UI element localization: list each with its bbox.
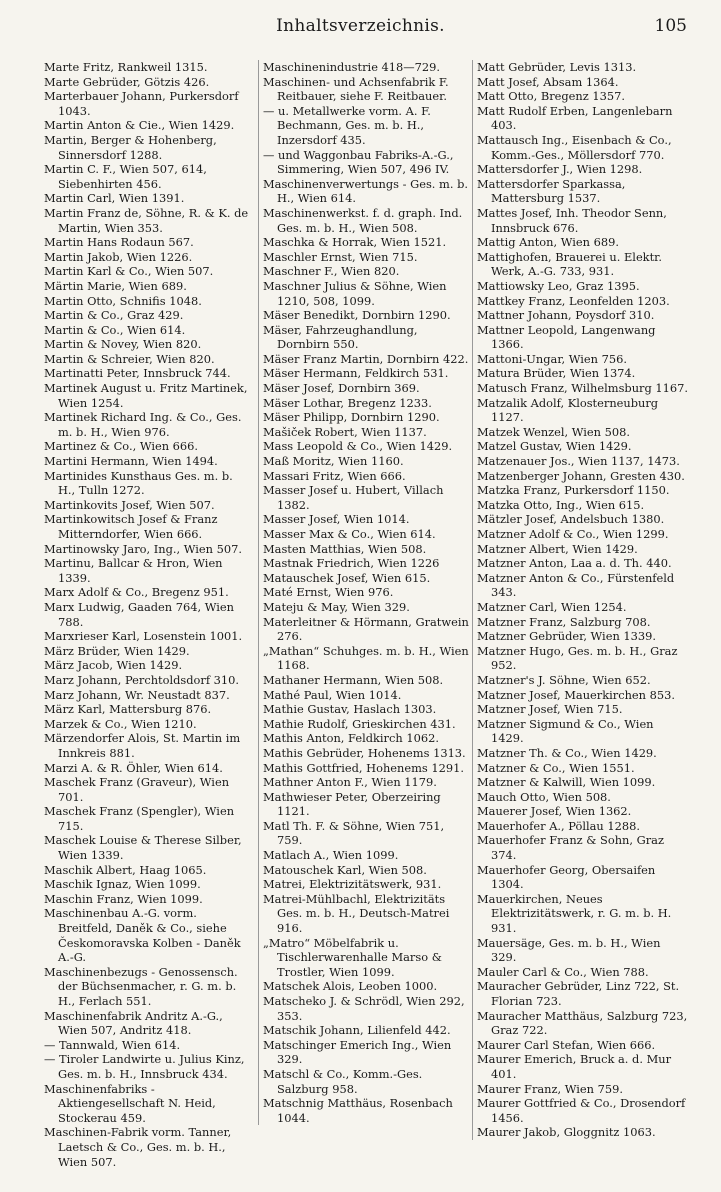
index-entry: Matzner Carl, Wien 1254.	[477, 599, 627, 614]
index-entry: Mäser Philipp, Dornbirn 1290.	[263, 410, 440, 425]
index-entry: Maschinenverwertungs - Ges. m. b. H., Wien 614.	[263, 176, 468, 206]
index-entry: Marx Ludwig, Gaaden 764, Wien 788.	[44, 599, 234, 629]
index-entry: Mass Leopold & Co., Wien 1429.	[263, 439, 453, 454]
index-entry: Masten Matthias, Wien 508.	[263, 541, 427, 556]
index-entry: — Tiroler Landwirte u. Julius Kinz, Ges. m. b. H., Innsbruck 434.	[44, 1052, 245, 1081]
index-entry: Matscheko J. & Schrödl, Wien 292, 353.	[263, 994, 465, 1023]
index-entry: Matt Otto, Bregenz 1357.	[477, 89, 625, 104]
index-entry: Mauracher Matthäus, Salzburg 723, Graz 722.	[477, 1008, 688, 1038]
index-entry: Matschnig Matthäus, Rosenbach 1044.	[263, 1096, 453, 1125]
index-entry: Mattes Josef, Inh. Theodor Senn, Innsbruck 676.	[477, 205, 667, 235]
index-entry: Matzner Th. & Co., Wien 1429.	[477, 745, 657, 760]
index-entry: Märtin Marie, Wien 689.	[44, 278, 187, 293]
index-entry: — und Waggonbau Fabriks-A.-G., Simmering, Wien 507, 496 IV.	[263, 147, 454, 177]
index-entry: Mastnak Friedrich, Wien 1226	[263, 556, 440, 571]
index-entry: Maschler Ernst, Wien 715.	[263, 249, 418, 264]
index-entry: Mauracher Gebrüder, Linz 722, St. Florian 723.	[477, 979, 680, 1008]
index-entry: Mauerhofer Georg, Obersaifen 1304.	[477, 862, 656, 892]
index-entry: Maschik Ignaz, Wien 1099.	[44, 877, 201, 892]
index-entry: Mauersäge, Ges. m. b. H., Wien 329.	[477, 935, 661, 965]
index-entry: Masser Josef, Wien 1014.	[263, 512, 410, 527]
index-entry: Matschinger Emerich Ing., Wien 329.	[263, 1037, 452, 1067]
index-entry: Mattersdorfer Sparkassa, Mattersburg 1537.	[477, 176, 626, 206]
index-entry: Maurer Carl Stefan, Wien 666.	[477, 1037, 656, 1052]
index-entry: Matzner Josef, Mauerkirchen 853.	[477, 687, 675, 702]
index-entry: Mätzler Josef, Andelsbuch 1380.	[477, 512, 665, 527]
index-entry: Matzner Hugo, Ges. m. b. H., Graz 952.	[477, 643, 678, 673]
index-entry: Matzner Anton, Laa a. d. Th. 440.	[477, 556, 672, 571]
index-entry: Mathie Gustav, Haslach 1303.	[263, 702, 437, 717]
index-entry: Matschik Johann, Lilienfeld 442.	[263, 1023, 451, 1038]
index-entry: Matzner & Kalwill, Wien 1099.	[477, 775, 656, 790]
index-entry: „Mathan“ Schuhges. m. b. H., Wien 1168.	[263, 643, 469, 673]
index-entry: Martinek Richard Ing. & Co., Ges. m. b. H., Wien 976.	[44, 410, 242, 439]
index-entry: Matzner & Co., Wien 1551.	[477, 760, 635, 775]
index-entry: Matt Gebrüder, Levis 1313.	[477, 60, 637, 74]
index-entry: Mathis Gottfried, Hohenems 1291.	[263, 760, 464, 775]
index-entry: Martinatti Peter, Innsbruck 744.	[44, 366, 231, 381]
index-entry: Mattner Johann, Poysdorf 310.	[477, 308, 655, 323]
index-entry: Matura Brüder, Wien 1374.	[477, 366, 636, 381]
index-entry: Mathwieser Peter, Oberzeiring 1121.	[263, 789, 441, 819]
index-entry: Maschinenwerkst. f. d. graph. Ind. Ges. m. b. H., Wien 508.	[263, 205, 463, 235]
index-entry: Marxrieser Karl, Losenstein 1001.	[44, 629, 243, 644]
index-entry: Mattersdorfer J., Wien 1298.	[477, 162, 643, 177]
index-entry: Martin Jakob, Wien 1226.	[44, 249, 193, 264]
index-entry: Mathis Gebrüder, Hohenems 1313.	[263, 745, 466, 760]
index-entry: März Brüder, Wien 1429.	[44, 643, 190, 658]
index-entry: Martin, Berger & Hohenberg, Sinnersdorf 1288.	[44, 132, 217, 162]
index-entry: Matouschek Karl, Wien 508.	[263, 862, 427, 877]
index-entry: Martinu, Ballcar & Hron, Wien 1339.	[44, 556, 223, 585]
index-entry: Matzner's J. Söhne, Wien 652.	[477, 672, 651, 687]
index-entry: Martinkovits Josef, Wien 507.	[44, 497, 215, 512]
index-entry: Marte Gebrüder, Götzis 426.	[44, 74, 210, 89]
index-entry: Maté Ernst, Wien 976.	[263, 585, 394, 600]
index-entry: Martin Anton & Cie., Wien 1429.	[44, 118, 235, 133]
index-entry: Maschinen- und Achsenfabrik F. Reitbauer, siehe F. Reitbauer.	[263, 74, 449, 104]
index-entry: Mattausch Ing., Eisenbach & Co., Komm.-Ges., Möllersdorf 770.	[477, 132, 672, 162]
index-entry: Matt Rudolf Erben, Langenlebarn 403.	[477, 103, 673, 133]
index-entry: Maschek Franz (Spengler), Wien 715.	[44, 804, 235, 833]
index-entry: Matzalik Adolf, Klosterneuburg 1127.	[477, 395, 659, 425]
index-entry: Maurer Gottfried & Co., Drosendorf 1456.	[477, 1096, 686, 1125]
index-entry: Matzner Sigmund & Co., Wien 1429.	[477, 716, 654, 746]
index-entry: Matzner Franz, Salzburg 708.	[477, 614, 651, 629]
index-entry: Matzner Josef, Wien 715.	[477, 702, 623, 717]
index-entry: Martinek August u. Fritz Martinek, Wien 1254.	[44, 381, 248, 410]
index-entry: Maschek Franz (Graveur), Wien 701.	[44, 775, 230, 804]
index-entry: Martin Karl & Co., Wien 507.	[44, 264, 214, 279]
index-entry: „Matro“ Möbelfabrik u. Tischlerwarenhalle Marso & Trostler, Wien 1099.	[263, 935, 442, 979]
index-entry: Marx Adolf & Co., Bregenz 951.	[44, 585, 229, 600]
index-entry: Matzka Otto, Ing., Wien 615.	[477, 497, 645, 512]
index-entry: Marz Johann, Perchtoldsdorf 310.	[44, 672, 240, 687]
index-entry: Mauerkirchen, Neues Elektrizitätswerk, r. G. m. b. H. 931.	[477, 891, 672, 936]
index-entry: Marzi A. & R. Öhler, Wien 614.	[44, 760, 223, 775]
index-entry: Maurer Franz, Wien 759.	[477, 1081, 623, 1096]
index-entry: Matrei, Elektrizitätswerk, 931.	[263, 877, 442, 892]
index-entry: Märzendorfer Alois, St. Martin im Innkreis 881.	[44, 731, 241, 760]
index-entry: Matzel Gustav, Wien 1429.	[477, 439, 632, 454]
index-entry: Materleitner & Hörmann, Gratwein 276.	[263, 614, 469, 644]
index-entry: Martinez & Co., Wien 666.	[44, 439, 199, 454]
index-entry: — u. Metallwerke vorm. A. F. Bechmann, Ges. m. b. H., Inzersdorf 435.	[263, 103, 431, 147]
index-entry: Marz Johann, Wr. Neustadt 837.	[44, 687, 230, 702]
index-entry: Mathie Rudolf, Grieskirchen 431.	[263, 716, 456, 731]
index-entry: Marterbauer Johann, Purkersdorf 1043.	[44, 89, 239, 118]
index-entry: Mattig Anton, Wien 689.	[477, 235, 619, 250]
page-title: Inhaltsverzeichnis.	[276, 16, 445, 36]
index-entry: Mauerhofer Franz & Sohn, Graz 374.	[477, 833, 664, 863]
index-entry: Mathner Anton F., Wien 1179.	[263, 775, 437, 790]
index-entry: Maschinenbau A.-G. vorm. Breitfeld, Daněk & Co., siehe Českomoravska Kolben - Daněk A.-G.	[44, 906, 241, 965]
index-entry: März Jacob, Wien 1429.	[44, 658, 183, 673]
index-entry: Mašiček Robert, Wien 1137.	[263, 424, 427, 439]
index-entry: Maschka & Horrak, Wien 1521.	[263, 235, 447, 250]
index-entry: Massari Fritz, Wien 666.	[263, 468, 406, 483]
index-entry: Mattiowsky Leo, Graz 1395.	[477, 278, 640, 293]
index-entry: Mäser Lothar, Bregenz 1233.	[263, 395, 432, 410]
page-number: 105	[654, 16, 687, 36]
index-entry: Mattkey Franz, Leonfelden 1203.	[477, 293, 670, 308]
index-entry: Maurer Emerich, Bruck a. d. Mur 401.	[477, 1052, 672, 1081]
index-column-3	[472, 60, 689, 1140]
index-entry: Matl Th. F. & Söhne, Wien 751, 759.	[263, 818, 445, 848]
index-entry: Matzenberger Johann, Gresten 430.	[477, 468, 685, 483]
index-entry: Mateju & May, Wien 329.	[263, 599, 410, 614]
index-entry: Martin Otto, Schnifis 1048.	[44, 293, 202, 308]
index-entry: Martinkowitsch Josef & Franz Mitterndorfer, Wien 666.	[44, 512, 218, 541]
index-entry: Martini Hermann, Wien 1494.	[44, 454, 218, 469]
index-entry: Matt Josef, Absam 1364.	[477, 74, 619, 89]
index-entry: Maschinen-Fabrik vorm. Tanner, Laetsch & Co., Ges. m. b. H., Wien 507.	[44, 1125, 232, 1169]
index-entry: Maschik Albert, Haag 1065.	[44, 862, 207, 877]
index-entry: Matrei-Mühlbachl, Elektrizitäts Ges. m. b. H., Deutsch-Matrei 916.	[263, 891, 450, 936]
index-entry: Mäser, Fahrzeughandlung, Dornbirn 550.	[263, 322, 418, 352]
index-entry: Mathis Anton, Feldkirch 1062.	[263, 731, 439, 746]
index-entry: Mäser Benedikt, Dornbirn 1290.	[263, 308, 451, 323]
index-entry: Martin & Co., Graz 429.	[44, 308, 184, 323]
index-entry: Matzek Wenzel, Wien 508.	[477, 424, 630, 439]
index-entry: Martin & Co., Wien 614.	[44, 322, 186, 337]
index-entry: Mauerhofer A., Pöllau 1288.	[477, 818, 640, 833]
index-entry: Maschner Julius & Söhne, Wien 1210, 508, 1099.	[263, 278, 447, 308]
index-entry: Maschner F., Wien 820.	[263, 264, 400, 279]
index-entry: Masser Josef u. Hubert, Villach 1382.	[263, 483, 444, 512]
index-entry: Martin & Schreier, Wien 820.	[44, 351, 215, 366]
index-entry: Mauch Otto, Wien 508.	[477, 789, 611, 804]
index-entry: Mauler Carl & Co., Wien 788.	[477, 964, 649, 979]
index-entry: Mattner Leopold, Langenwang 1366.	[477, 322, 656, 352]
index-entry: Marte Fritz, Rankweil 1315.	[44, 60, 208, 74]
index-entry: Maschinenindustrie 418—729.	[263, 60, 441, 74]
index-entry: März Karl, Mattersburg 876.	[44, 702, 212, 717]
index-entry: Martin Hans Rodaun 567.	[44, 235, 194, 250]
index-entry: Matlach A., Wien 1099.	[263, 848, 399, 863]
index-entry: Mäser Franz Martin, Dornbirn 422.	[263, 351, 469, 366]
index-entry: Mattighofen, Brauerei u. Elektr. Werk, A.-G. 733, 931.	[477, 249, 662, 279]
index-entry: Matzka Franz, Purkersdorf 1150.	[477, 483, 670, 498]
index-entry: Mäser Hermann, Feldkirch 531.	[263, 366, 449, 381]
index-entry: Martin C. F., Wien 507, 614, Siebenhirten 456.	[44, 162, 207, 191]
index-entry: Martinowsky Jaro, Ing., Wien 507.	[44, 541, 242, 556]
index-entry: Matauschek Josef, Wien 615.	[263, 570, 431, 585]
index-entry: Maschinenbezugs - Genossensch. der Büchsenmacher, r. G. m. b. H., Ferlach 551.	[44, 964, 238, 1008]
index-entry: Matschl & Co., Komm.-Ges. Salzburg 958.	[263, 1066, 423, 1096]
index-entry: Maschin Franz, Wien 1099.	[44, 891, 203, 906]
index-entry: Maschinenfabrik Andritz A.-G., Wien 507, Andritz 418.	[44, 1008, 223, 1038]
index-entry: — Tannwald, Wien 614.	[44, 1037, 181, 1052]
index-entry: Mathé Paul, Wien 1014.	[263, 687, 402, 702]
index-entry: Matzner Albert, Wien 1429.	[477, 541, 638, 556]
index-entry: Maß Moritz, Wien 1160.	[263, 454, 404, 469]
index-entry: Masser Max & Co., Wien 614.	[263, 527, 436, 541]
index-entry: Mathaner Hermann, Wien 508.	[263, 672, 444, 687]
index-entry: Maschinenfabriks - Aktiengesellschaft N. Heid, Stockerau 459.	[44, 1081, 216, 1125]
index-entry: Matusch Franz, Wilhelmsburg 1167.	[477, 381, 689, 396]
index-entry: Martin Carl, Wien 1391.	[44, 191, 185, 206]
index-entry: Martin & Novey, Wien 820.	[44, 337, 202, 352]
index-entry: Matzner Adolf & Co., Wien 1299.	[477, 527, 669, 541]
index-column-1	[44, 60, 252, 1169]
index-column-2	[258, 60, 473, 1125]
index-entry: Matzner Anton & Co., Fürstenfeld 343.	[477, 570, 675, 600]
index-entry: Mäser Josef, Dornbirn 369.	[263, 381, 420, 396]
index-entry: Marzek & Co., Wien 1210.	[44, 716, 197, 731]
index-entry: Matzenauer Jos., Wien 1137, 1473.	[477, 454, 680, 469]
index-entry: Martinides Kunsthaus Ges. m. b. H., Tulln 1272.	[44, 468, 233, 498]
index-entry: Matzner Gebrüder, Wien 1339.	[477, 629, 657, 644]
index-entry: Mauerer Josef, Wien 1362.	[477, 804, 632, 819]
index-entry: Mattoni-Ungar, Wien 756.	[477, 351, 627, 366]
index-entry: Maschek Louise & Therese Silber, Wien 1339.	[44, 833, 242, 863]
index-entry: Martin Franz de, Söhne, R. & K. de Martin, Wien 353.	[44, 205, 249, 235]
index-entry: Matschek Alois, Leoben 1000.	[263, 979, 438, 994]
index-entry: Maurer Jakob, Gloggnitz 1063.	[477, 1125, 656, 1140]
